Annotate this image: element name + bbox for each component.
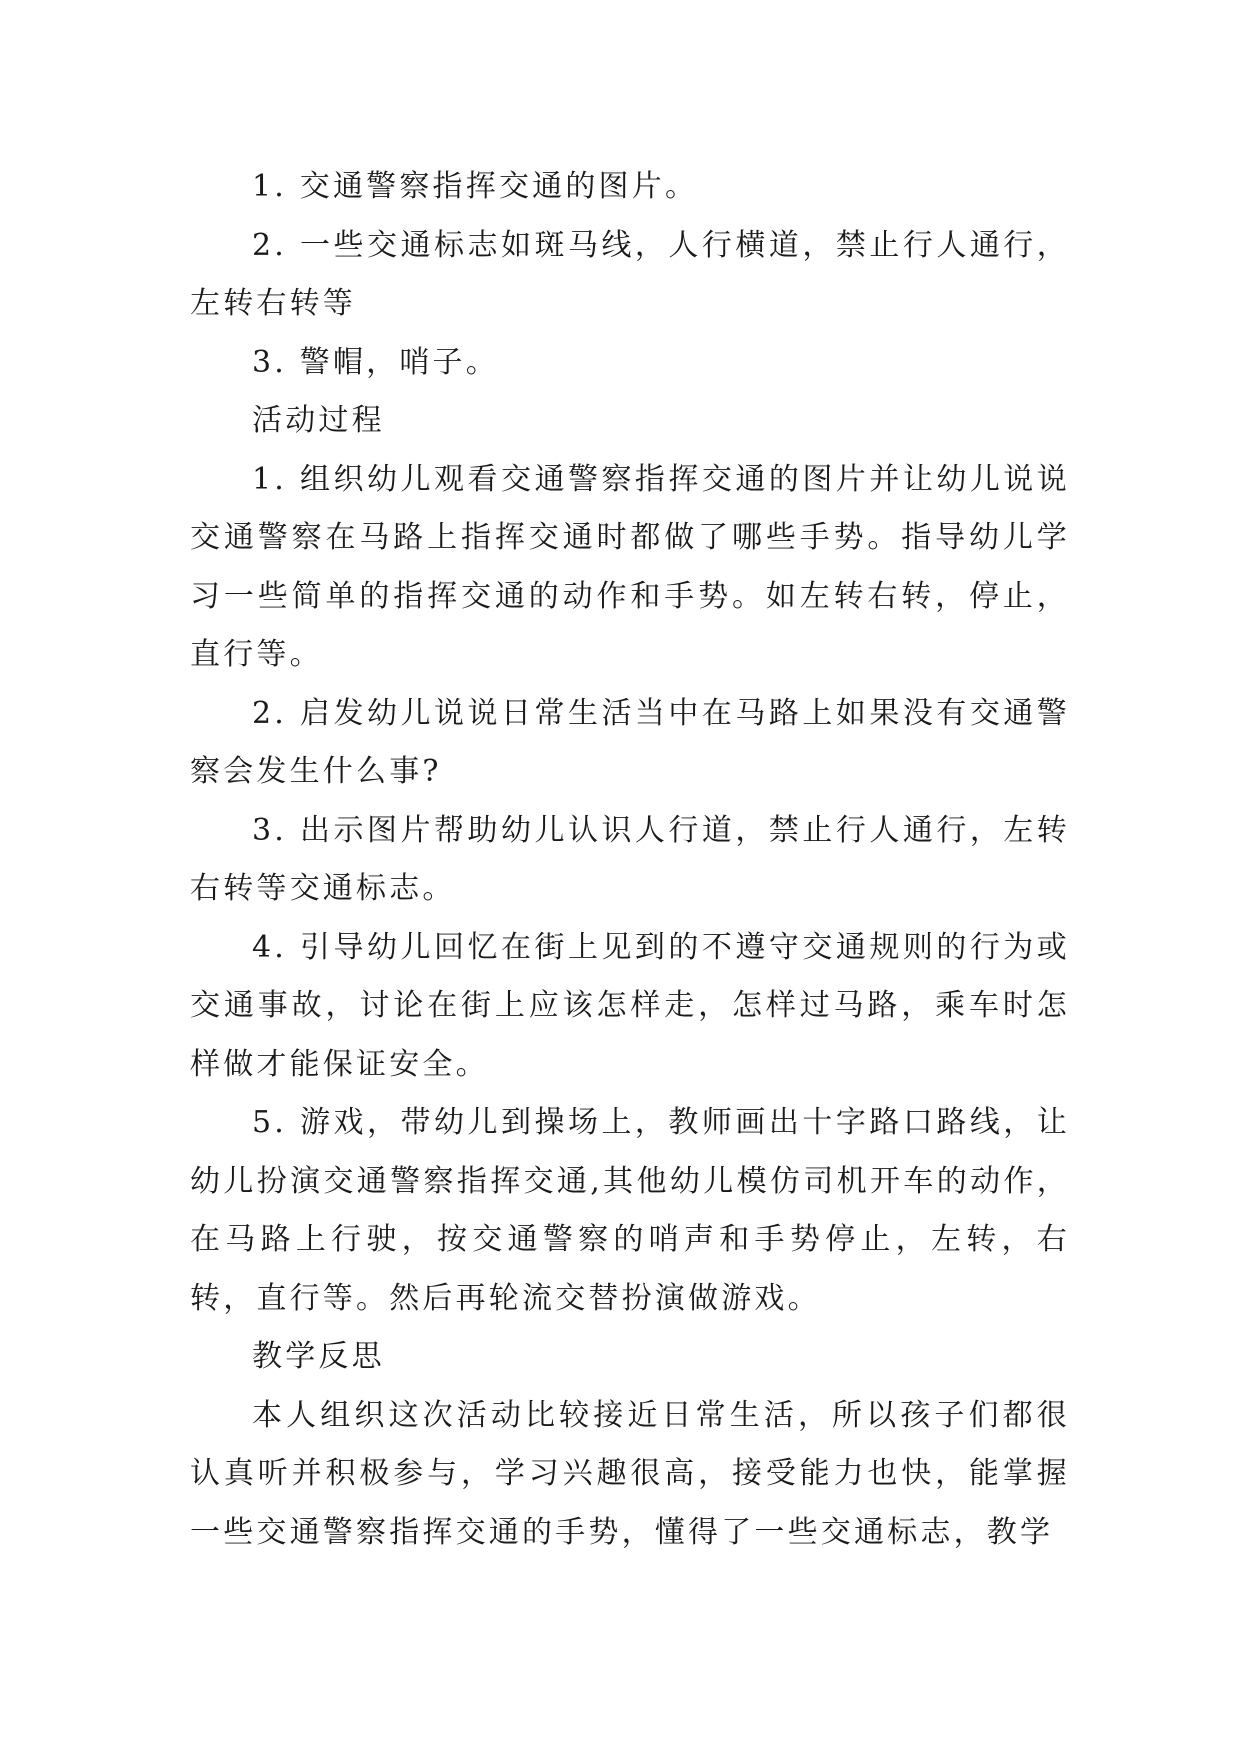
document-body: [190, 158, 1070, 1562]
section-heading-teaching-reflection: 教学反思: [252, 1339, 385, 1374]
materials-item-3: 3. 警帽，哨子。: [252, 344, 499, 380]
process-step-2: 2. 启发幼儿说说日常生活当中在马路上如果没有交通警察会发生什么事?: [190, 695, 1070, 789]
reflection-paragraph: 本人组织这次活动比较接近日常生活，所以孩子们都很认真听并积极参与，学习兴趣很高，接受能力也快，能掌握一些交通警察指挥交通的手势，懂得了一些交通标志，教学: [190, 1397, 1070, 1550]
section-heading-activity-process: 活动过程: [252, 403, 385, 438]
materials-item-2: 2. 一些交通标志如斑马线，人行横道，禁止行人通行，左转右转等: [190, 227, 1070, 321]
process-step-5: 5. 游戏，带幼儿到操场上，教师画出十字路口路线，让幼儿扮演交通警察指挥交通,其他幼儿模仿司机开车的动作，在马路上行驶，按交通警察的哨声和手势停止，左转，右转，直行等。然后再轮流交替扮演做游戏。: [190, 1105, 1070, 1316]
process-step-4: 4. 引导幼儿回忆在街上见到的不遵守交通规则的行为或交通事故，讨论在街上应该怎样走，怎样过马路，乘车时怎样做才能保证安全。: [190, 929, 1070, 1082]
process-step-1: 1. 组织幼儿观看交通警察指挥交通的图片并让幼儿说说交通警察在马路上指挥交通时都做了哪些手势。指导幼儿学习一些简单的指挥交通的动作和手势。如左转右转，停止，直行等。: [190, 461, 1070, 672]
materials-item-1: 1. 交通警察指挥交通的图片。: [252, 169, 699, 204]
process-step-3: 3. 出示图片帮助幼儿认识人行道，禁止行人通行，左转右转等交通标志。: [190, 812, 1070, 906]
